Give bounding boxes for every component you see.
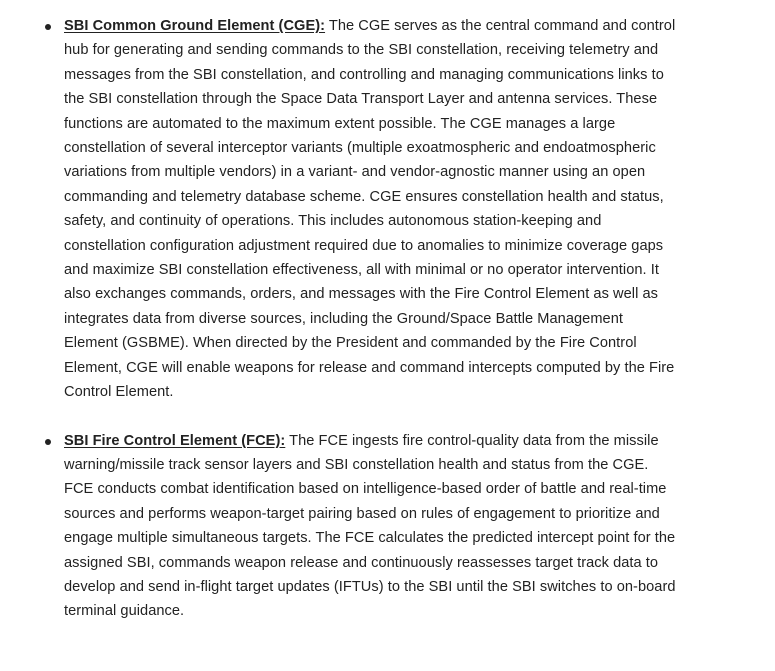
- list-item-cge: [0, 14, 775, 405]
- description-cge: The CGE serves as the central command and control hub for generating and sending commands to the SBI constellation, receiving telemetry and messages from the SBI constellation, and controlling and managing communications links to the SBI constellation through the Space Data Transport Layer and antenna services. These functions are automated to the maximum extent possible. The CGE manages a large constellation of several interceptor variants (multiple exoatmospheric and endoatmospheric variations from multiple vendors) in a variant- and vendor-agnostic manner using an open commanding and telemetry database scheme. CGE ensures constellation health and status, safety, and continuity of operations. This includes autonomous station-keeping and constellation configuration adjustment required due to anomalies to minimize coverage gaps and maximize SBI constellation effectiveness, all with minimal or no operator intervention. It also exchanges commands, orders, and messages with the Fire Control Element as well as integrates data from diverse sources, including the Ground/Space Battle Management Element (GSBME). When directed by the President and commanded by the Fire Control Element, CGE will enable weapons for release and command intercepts computed by the Fire Control Element.: [64, 18, 676, 401]
- list-item-fce: [0, 429, 775, 624]
- bullet-icon: [45, 439, 51, 445]
- description-fce: The FCE ingests fire control-quality data from the missile warning/missile track sensor layers and SBI constellation health and status from the CGE. FCE conducts combat identification based on intelligence-based order of battle and real-time sources and performs weapon-target pairing based on rules of engagement to prioritize and engage multiple simultaneous targets. The FCE calculates the predicted intercept point for the assigned SBI, commands weapon release and continuously reassesses target track data to develop and send in-flight target updates (IFTUs) to the SBI until the SBI switches to on-board terminal guidance.: [64, 432, 676, 620]
- term-cge: SBI Common Ground Element (CGE):: [64, 18, 326, 34]
- term-fce: SBI Fire Control Element (FCE):: [64, 432, 286, 449]
- bullet-icon: [45, 24, 51, 30]
- bullet-list: [0, 14, 775, 624]
